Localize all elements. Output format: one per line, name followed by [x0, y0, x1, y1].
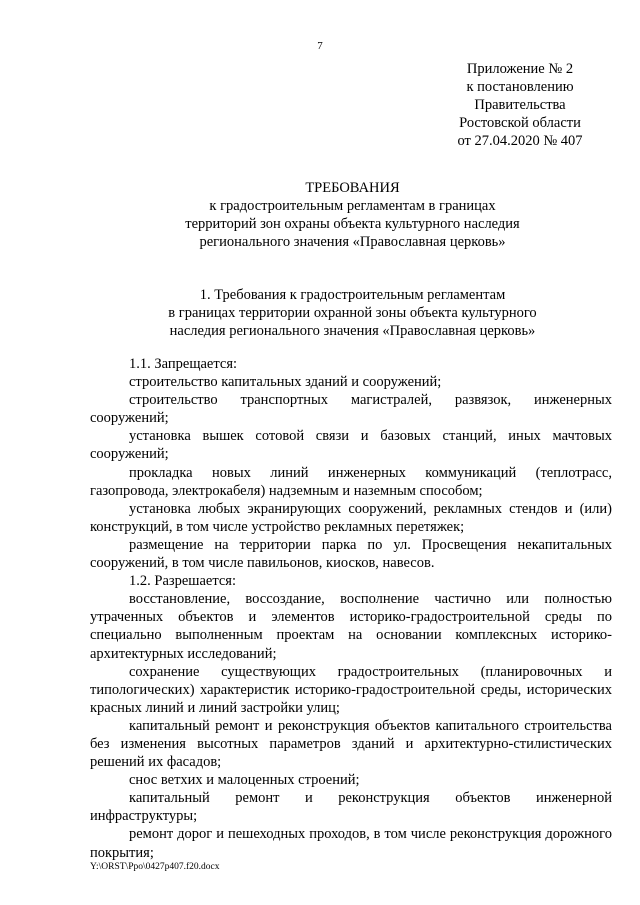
paragraph: 1.1. Запрещается: [129, 356, 238, 372]
section-heading-line: наследия регионального значения «Православная церковь» [169, 323, 536, 339]
section-heading-line: 1. Требования к градостроительным регламентам [199, 287, 506, 303]
appendix-line: к постановлению [466, 79, 574, 95]
paragraph: установка вышек сотовой связи и базовых станций, иных мачтовых сооружений; [90, 428, 612, 463]
paragraph: капитальный ремонт и реконструкция объектов капитального строительства без изменения высотных параметров зданий и архитектурно-стилистических решений их фасадов; [90, 717, 612, 771]
title-line: к градостроительным регламентам в границах [209, 198, 496, 214]
paragraph: капитальный ремонт и реконструкция объектов инженерной инфраструктуры; [90, 790, 612, 825]
appendix-line: Приложение № 2 [466, 61, 574, 77]
section-heading-line: в границах территории охранной зоны объекта культурного [168, 305, 537, 321]
appendix-line: Ростовской области [459, 115, 581, 131]
paragraph: прокладка новых линий инженерных коммуникаций (теплотрасс, газопровода, электрокабеля) надземным и наземным способом; [90, 464, 612, 499]
body-text [90, 355, 612, 862]
paragraph: размещение на территории парка по ул. Просвещения некапитальных сооружений, в том числе павильонов, киосков, навесов. [90, 536, 612, 572]
appendix-block [440, 60, 600, 150]
paragraph: строительство капитальных зданий и сооружений; [129, 374, 442, 391]
document-title [90, 179, 615, 251]
title-line: регионального значения «Православная церковь» [199, 234, 506, 250]
paragraph: 1.2. Разрешается: [129, 573, 236, 590]
page-number: 7 [317, 40, 323, 52]
paragraph: ремонт дорог и пешеходных проходов, в том числе реконструкция дорожного покрытия; [90, 826, 612, 861]
paragraph: сохранение существующих градостроительных (планировочных и типологических) характеристик историко-градостроительной среды, исторических красных линий и линий застройки улиц; [90, 663, 612, 716]
appendix-line: Правительства [474, 97, 566, 113]
file-path-footer: Y:\ORST\Ppo\0427p407.f20.docx [90, 862, 220, 872]
title-line: территорий зон охраны объекта культурного наследия [185, 216, 520, 232]
paragraph: восстановление, воссоздание, восполнение частично или полностью утраченных объектов и элементов историко-градостроительной среды по специально выполненным проектам на основании комплексных историко-архитектурных исследований; [90, 591, 612, 662]
paragraph: снос ветхих и малоценных строений; [129, 772, 360, 789]
title-heading: ТРЕБОВАНИЯ [305, 180, 400, 196]
appendix-line: от 27.04.2020 № 407 [457, 133, 583, 149]
section-heading [90, 286, 615, 340]
paragraph: установка любых экранирующих сооружений, рекламных стендов и (или) конструкций, в том числе устройство рекламных перетяжек; [90, 500, 612, 535]
paragraph: строительство транспортных магистралей, развязок, инженерных сооружений; [90, 392, 612, 427]
